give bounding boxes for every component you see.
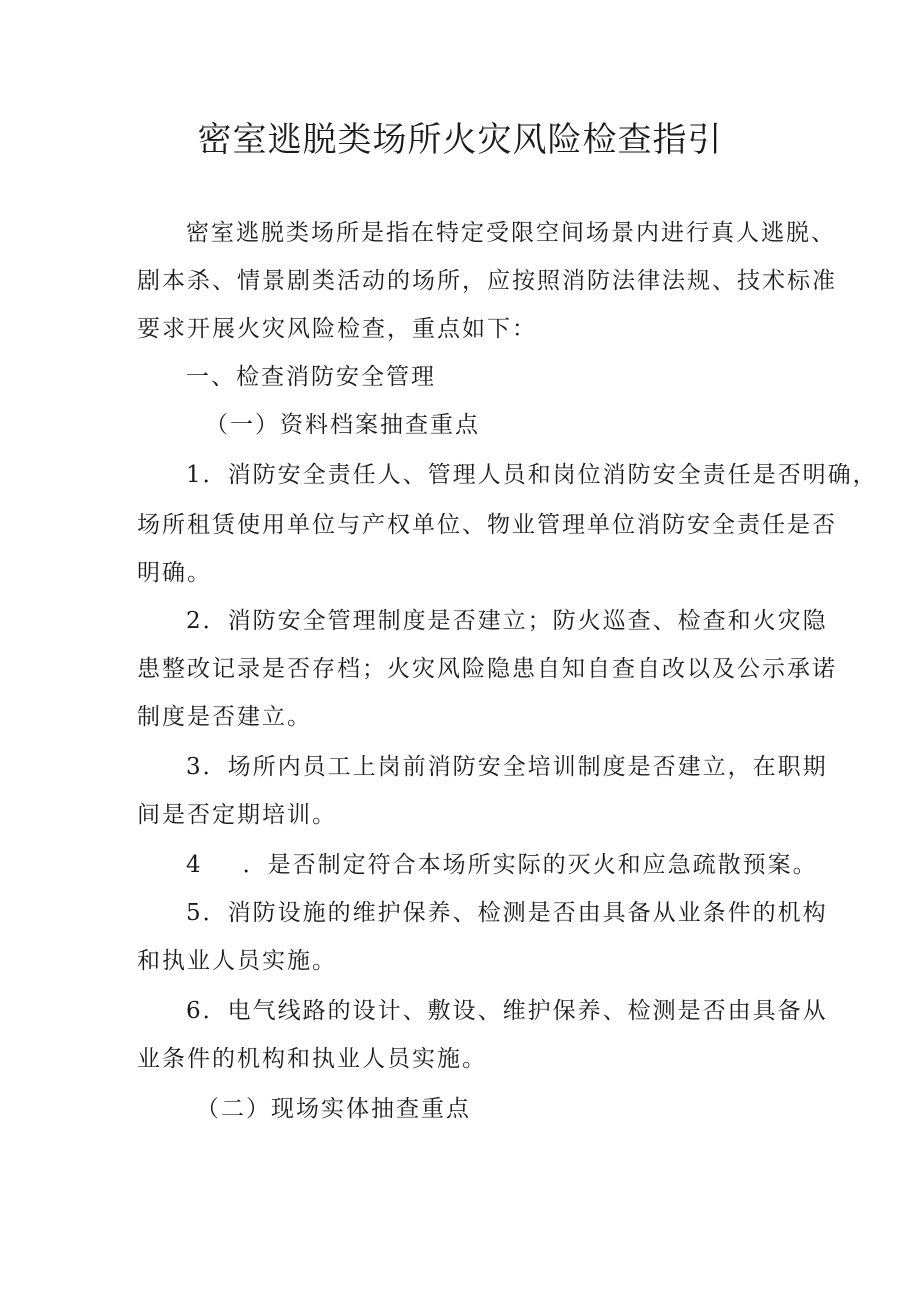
item-2-line-3: 制度是否建立。	[137, 704, 312, 730]
item-5-line-1: 5．消防设施的维护保养、检测是否由具备从业条件的机构	[186, 900, 828, 926]
item-1-line-2: 场所租赁使用单位与产权单位、物业管理单位消防安全责任是否	[137, 512, 837, 538]
intro-line-3: 要求开展火灾风险检查，重点如下：	[137, 316, 537, 342]
item-6-line-2: 业条件的机构和执业人员实施。	[137, 1046, 487, 1072]
intro-line-2: 剧本杀、情景剧类活动的场所，应按照消防法律法规、技术标准	[137, 268, 837, 294]
item-4-line	[186, 850, 818, 880]
item-2-line-1: 2．消防安全管理制度是否建立；防火巡查、检查和火灾隐	[186, 608, 828, 634]
document-title: 密室逃脱类场所火灾风险检查指引	[197, 120, 723, 160]
section-heading-1: 一、检查消防安全管理	[186, 364, 436, 390]
item-5-line-2: 和执业人员实施。	[137, 948, 337, 974]
item-2-line-2: 患整改记录是否存档；火灾风险隐患自知自查自改以及公示承诺	[137, 656, 837, 682]
item-6-line-1: 6．电气线路的设计、敷设、维护保养、检测是否由具备从	[186, 998, 828, 1024]
intro-line-1: 密室逃脱类场所是指在特定受限空间场景内进行真人逃脱、	[186, 220, 836, 246]
item-3-line-2: 间是否定期培训。	[137, 802, 337, 828]
item-4-number: 4	[186, 852, 203, 878]
subsection-heading-2: （二）现场实体抽查重点	[196, 1096, 471, 1122]
item-3-line-1: 3．场所内员工上岗前消防安全培训制度是否建立，在职期	[186, 754, 828, 780]
subsection-heading-1: （一）资料档案抽查重点	[205, 412, 480, 438]
item-1-line-1: 1．消防安全责任人、管理人员和岗位消防安全责任是否明确，	[186, 462, 878, 488]
item-1-line-3: 明确。	[137, 560, 212, 586]
item-4-text: ．是否制定符合本场所实际的灭火和应急疏散预案。	[242, 852, 818, 878]
